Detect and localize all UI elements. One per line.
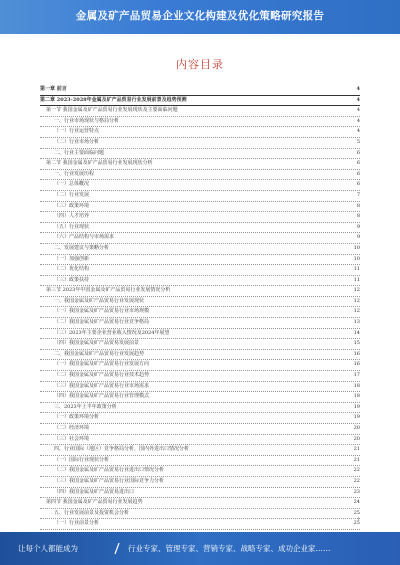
toc-entry-title: 第三节 2023年中国金属及矿产品贸易行业发展情况分析	[46, 287, 171, 294]
toc-entry-page: 16	[352, 360, 360, 370]
toc-entry-title: （三）2023年主要企业营业收入情况及2024年展望	[54, 329, 170, 336]
toc-entry[interactable]	[40, 350, 360, 361]
footer-banner	[0, 532, 400, 565]
footer-tags: 行业专家、管理专家、营销专家、战略专家、成功企业家……	[128, 544, 331, 553]
toc-entry[interactable]	[40, 233, 360, 244]
toc-entry[interactable]	[40, 360, 360, 371]
toc-entry-page: 16	[352, 350, 360, 360]
toc-entry-page: 11	[352, 265, 360, 275]
toc-entry[interactable]	[40, 392, 360, 403]
toc-entry[interactable]	[40, 138, 360, 149]
toc-entry[interactable]	[40, 202, 360, 213]
toc-entry-page: 9	[355, 223, 360, 233]
toc-entry[interactable]	[40, 106, 360, 117]
toc-entry-page: 23	[352, 488, 360, 498]
slash-divider-icon	[113, 542, 121, 555]
toc-entry-page: 10	[352, 244, 360, 254]
toc-entry-title: 二、发展建议与策略分析	[54, 244, 110, 251]
toc-entry-page: 4	[355, 127, 360, 137]
toc-entry-page: 5	[355, 138, 360, 148]
toc-entry-page: 6	[355, 149, 360, 159]
toc-entry-title: （三）社会环境	[54, 435, 90, 442]
toc-entry-title: 第四节 我国金属及矿产品贸易行业发展趋势	[46, 499, 143, 506]
toc-entry[interactable]	[40, 255, 360, 266]
toc-entry[interactable]	[40, 297, 360, 308]
toc-entry-page: 25	[352, 509, 360, 519]
toc-entry-page: 7	[355, 191, 360, 201]
toc-entry-title: （一）行业前景分析	[54, 520, 100, 527]
toc-entry[interactable]	[40, 339, 360, 350]
toc-entry-page: 8	[355, 212, 360, 222]
toc-entry-title: 一、行业发展历程	[54, 170, 95, 177]
toc-entry-page: 8	[355, 202, 360, 212]
toc-entry[interactable]	[40, 244, 360, 255]
toc-entry-title: （四）人才培养	[54, 213, 90, 220]
toc-entry[interactable]	[40, 509, 360, 520]
toc-entry-title: （二）我国金属及矿产品贸易行业进出口情况分析	[54, 467, 165, 474]
toc-entry-page: 12	[352, 286, 360, 296]
toc-entry-title: （四）我国金属及矿产品贸易进出口	[54, 488, 135, 495]
toc-entry-page: 19	[352, 413, 360, 423]
toc-entry[interactable]	[40, 477, 360, 488]
toc-entry-title: （一）总体概况	[54, 181, 90, 188]
toc-entry-title: （一）政策环境分析	[54, 414, 100, 421]
toc-entry[interactable]	[40, 424, 360, 435]
toc-entry-title: （三）政策环境	[54, 202, 90, 209]
toc-entry-page: 4	[355, 117, 360, 127]
toc-entry-title: 五、行业发展前景及投资机会分析	[54, 509, 130, 516]
toc-entry[interactable]	[40, 180, 360, 191]
toc-entry[interactable]	[40, 307, 360, 318]
toc-entry-title: 第二节 我国金属及矿产品贸易行业发展现状分析	[46, 160, 153, 167]
toc-entry[interactable]	[40, 371, 360, 382]
toc-entry-page: 14	[352, 329, 360, 339]
toc-entry[interactable]	[40, 382, 360, 393]
page-number: 1	[357, 516, 360, 521]
toc-entry-title: （五）行业现状	[54, 223, 90, 230]
toc-entry[interactable]	[40, 519, 360, 530]
toc-heading: 内容目录	[176, 58, 224, 71]
toc-entry-title: （二）优化结构	[54, 266, 90, 273]
toc-entry[interactable]	[40, 96, 360, 107]
toc-entry[interactable]	[40, 191, 360, 202]
toc-entry[interactable]	[40, 403, 360, 414]
toc-entry-title: 二、行业主要面临问题	[54, 149, 105, 156]
toc-entry-page: 18	[352, 392, 360, 402]
toc-entry-title: 一、我国金属及矿产品贸易行业发展现状	[54, 297, 145, 304]
toc-entry-title: 一、行业市场现状与格局分析	[54, 117, 120, 124]
toc-entry-title: （二）经济环境	[54, 425, 90, 431]
toc-entry[interactable]	[40, 223, 360, 234]
toc-entry-title: （一）加强创新	[54, 255, 90, 262]
toc-entry-title: （二）行业市场分析	[54, 138, 100, 145]
toc-entry[interactable]	[40, 276, 360, 287]
toc-entry[interactable]	[40, 456, 360, 467]
toc-entry-title: （二）行业发展	[54, 191, 90, 198]
toc-entry-title: 第一节 我国金属及矿产品贸易行业发展现状及主要面临问题	[46, 107, 178, 114]
toc-entry[interactable]	[40, 435, 360, 446]
toc-entry-title: （三）政策扶持	[54, 276, 90, 283]
toc-entry-title: 第二章 2023-2028年金属及矿产品贸易行业发展前景及趋势预测	[40, 96, 187, 103]
toc-entry-title: （一）行业运营特点	[54, 128, 100, 135]
toc-entry-page: 13	[352, 318, 360, 328]
toc-entry[interactable]	[40, 466, 360, 477]
toc-entry-page: 21	[352, 445, 360, 455]
table-of-contents	[40, 85, 360, 527]
toc-entry-title: （一）国际行业现状分析	[54, 456, 110, 463]
toc-entry[interactable]	[40, 318, 360, 329]
toc-entry[interactable]	[40, 170, 360, 181]
toc-entry[interactable]	[40, 85, 360, 96]
toc-entry[interactable]	[40, 117, 360, 128]
toc-entry[interactable]	[40, 445, 360, 456]
toc-entry-title: （四）我国金属及矿产品贸易发展前景	[54, 340, 140, 347]
toc-entry[interactable]	[40, 149, 360, 160]
toc-entry-page: 25	[352, 519, 360, 529]
toc-entry-page: 9	[355, 233, 360, 243]
toc-entry-page: 20	[352, 424, 360, 434]
toc-entry-page: 6	[355, 170, 360, 180]
toc-entry-page: 19	[352, 403, 360, 413]
toc-entry-page: 4	[355, 96, 360, 106]
toc-entry-title: （三）我国金属及矿产品贸易行业市场需求	[54, 382, 150, 389]
toc-entry-page: 15	[352, 339, 360, 349]
toc-entry[interactable]	[40, 329, 360, 340]
toc-entry-title: （三）我国金属及矿产品贸易行业国际竞争力分析	[54, 477, 165, 484]
report-title: 金属及矿产品贸易企业文化构建及优化策略研究报告	[75, 10, 325, 22]
toc-entry-page: 4	[355, 106, 360, 116]
toc-entry[interactable]	[40, 127, 360, 138]
toc-entry-page: 21	[352, 456, 360, 466]
toc-entry[interactable]	[40, 498, 360, 509]
toc-entry[interactable]	[40, 159, 360, 170]
toc-entry-title: （二）我国金属及矿产品贸易行业技术趋势	[54, 372, 150, 379]
toc-entry[interactable]	[40, 212, 360, 223]
toc-entry[interactable]	[40, 488, 360, 499]
footer-slogan: 让每个人都能成为	[18, 544, 78, 553]
toc-entry[interactable]	[40, 286, 360, 297]
toc-entry-title: 三、2023年上半年政策分析	[54, 403, 117, 410]
toc-entry-page: 17	[352, 371, 360, 381]
toc-entry-title: （一）我国金属及矿产品贸易行业发展方向	[54, 361, 150, 368]
toc-entry-title: （二）我国金属及矿产品贸易行业竞争格局	[54, 319, 150, 326]
toc-entry-page: 12	[352, 307, 360, 317]
toc-entry[interactable]	[40, 265, 360, 276]
toc-entry-title: 第一章 前言	[40, 86, 67, 92]
toc-entry-page: 11	[352, 276, 360, 286]
toc-entry-page: 22	[352, 466, 360, 476]
toc-entry-title: （一）我国金属及矿产品贸易行业市场规模	[54, 308, 150, 315]
toc-entry-title: 二、我国金属及矿产品贸易行业发展趋势	[54, 350, 145, 357]
toc-entry-page: 4	[355, 85, 360, 95]
toc-entry-title: （六）产品结构与市场需求	[54, 234, 115, 241]
header-banner	[0, 0, 400, 34]
toc-entry-page: 20	[352, 435, 360, 445]
toc-entry[interactable]	[40, 413, 360, 424]
toc-entry-page: 22	[352, 477, 360, 487]
toc-entry-page: 24	[352, 498, 360, 508]
toc-entry-page: 18	[352, 382, 360, 392]
toc-entry-page: 10	[352, 255, 360, 265]
toc-entry-title: 四、行业国际（地区）竞争格局分析，国内外进出口情况分析	[54, 446, 190, 453]
toc-entry-page: 6	[355, 180, 360, 190]
toc-entry-title: （四）我国金属及矿产品贸易行业管理模式	[54, 393, 150, 400]
toc-entry-page: 6	[355, 159, 360, 169]
toc-entry-page: 12	[352, 297, 360, 307]
